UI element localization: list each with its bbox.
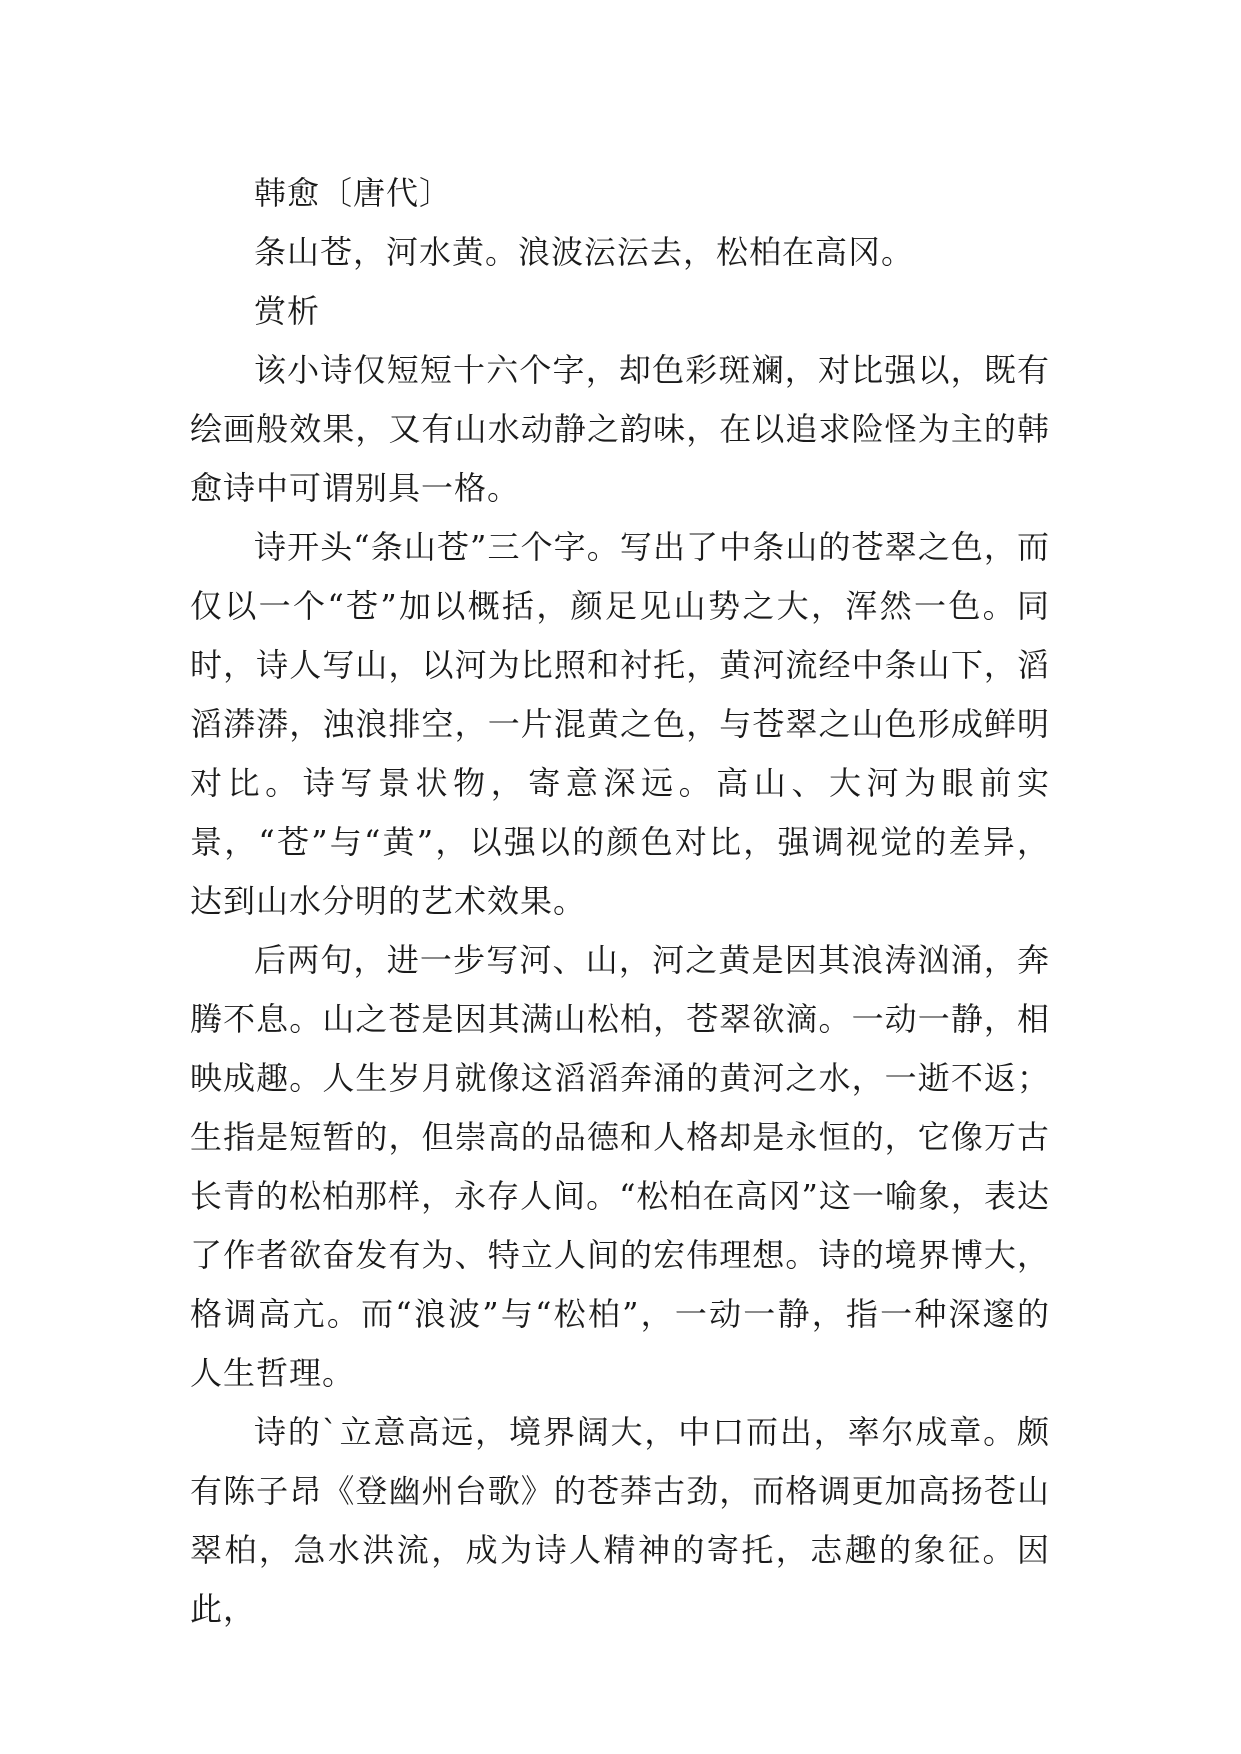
paragraph-3: 后两句，进一步写河、山，河之黄是因其浪涛汹涌，奔腾不息。山之苍是因其满山松柏，苍翠欲滴。一动一静，相映成趣。人生岁月就像这滔滔奔涌的黄河之水，一逝不返；生指是短暂的，但崇高的品德和人格却是永恒的，它像万古长青的松柏那样，永存人间。“松柏在高冈”这一喻象，表达了作者欲奋发有为、特立人间的宏伟理想。诗的境界博大，格调高亢。而“浪波”与“松柏”，一动一静，指一种深邃的人生哲理。 [190,941,1050,1392]
paragraph-1: 该小诗仅短短十六个字，却色彩斑斓，对比强以，既有绘画般效果，又有山水动静之韵味，在以追求险怪为主的韩愈诗中可谓别具一格。 [190,351,1050,507]
section-title: 赏析 [254,292,321,330]
document-page [190,164,1050,1639]
poem-line: 条山苍，河水黄。浪波沄沄去，松柏在高冈。 [254,233,915,271]
author-line: 韩愈〔唐代〕 [254,174,453,212]
paragraph-2: 诗开头“条山苍”三个字。写出了中条山的苍翠之色，而仅以一个“苍”加以概括，颜足见山势之大，浑然一色。同时，诗人写山，以河为比照和衬托，黄河流经中条山下，滔滔漭漭，浊浪排空，一片混黄之色，与苍翠之山色形成鲜明对比。诗写景状物，寄意深远。高山、大河为眼前实景，“苍”与“黄”，以强以的颜色对比，强调视觉的差异，达到山水分明的艺术效果。 [190,528,1050,920]
paragraph-4: 诗的`立意高远，境界阔大，中口而出，率尔成章。颇有陈子昂《登幽州台歌》的苍莽古劲，而格调更加高扬苍山翠柏，急水洪流，成为诗人精神的寄托，志趣的象征。因此， [190,1413,1050,1628]
